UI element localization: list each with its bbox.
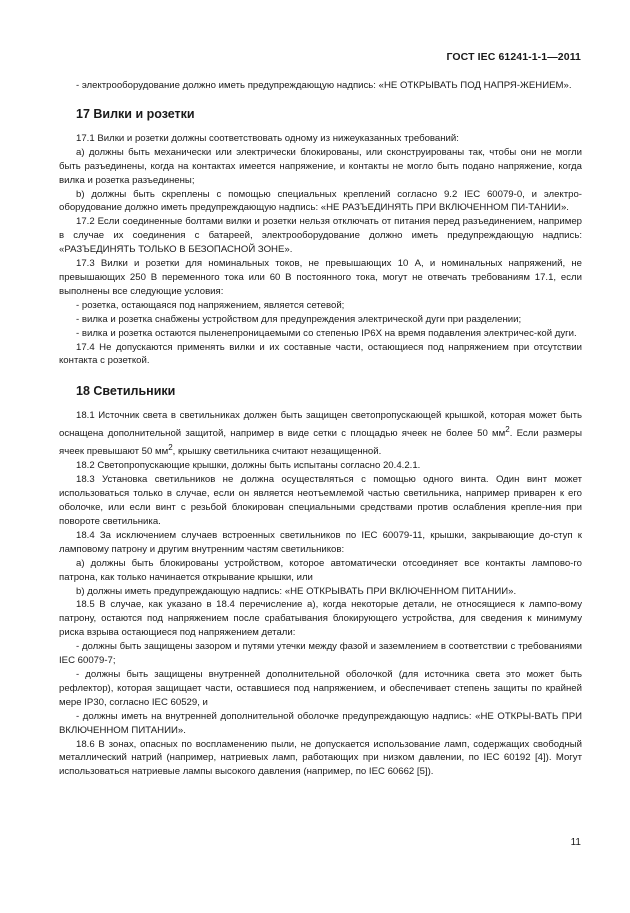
paragraph-18-1-part-b: . Если размеры ячеек превышают 50 мм <box>59 428 583 458</box>
list-item-18-5-2: - должны быть защищены внутренней дополнительной оболочкой (для источника света это может быть рефлектор), которая защищает части, оставшиеся под напряжением, и обеспечивает степень защиты по крайней мере IP30, согласно IEC 60529, и <box>59 669 582 708</box>
paragraph-18-1-part-c: , крышку светильника считают незащищенной. <box>172 446 382 458</box>
paragraph-18-1 <box>59 409 582 459</box>
document-body <box>59 79 582 779</box>
list-item-18-5-1: - должны быть защищены зазором и путями утечки между фазой и заземлением в соответствии с требованиями IEC 60079-7; <box>59 641 582 667</box>
list-item-17-3-2: - вилка и розетка снабжены устройством для предупреждения электрической дуги при разделении; <box>76 313 522 325</box>
paragraph-17-3: 17.3 Вилки и розетки для номинальных токов, не превышающих 10 А, и номинальных напряжений, не превышающих 250 В переменного тока или 60 В постоянного тока, могут не отвечать требованиям 17.1, если выполнены все следующие условия: <box>59 258 582 297</box>
intro-paragraph: - электрооборудование должно иметь предупреждающую надпись: «НЕ ОТКРЫВАТЬ ПОД НАПРЯ-ЖЕНИЕМ». <box>76 80 572 91</box>
section-18-title: 18 Светильники <box>76 384 176 399</box>
paragraph-18-4-a: а) должны быть блокированы устройством, которое автоматически отсоединяет все контакты лампово-го патрона, как только начинается открывание крышки, или <box>59 557 582 583</box>
paragraph-17-1-b: b) должны быть скреплены с помощью специальных креплений согласно 9.2 IEC 60079-0, и электро-оборудование должно иметь предупреждающую надпись: «НЕ РАЗЪЕДИНЯТЬ ПРИ ВКЛЮЧЕННОМ ПИ-ТАНИИ». <box>59 188 582 214</box>
paragraph-18-4-b: b) должны иметь предупреждающую надпись: «НЕ ОТКРЫВАТЬ ПРИ ВКЛЮЧЕННОМ ПИТАНИИ». <box>76 585 517 597</box>
paragraph-17-1-a: а) должны быть механически или электрически блокированы, или сконструированы так, чтобы они не могли быть разъединены, когда на контактах имеется напряжение, и контакты не могло быть подано напряжение, когда вилка и розетка разъединены; <box>59 146 582 186</box>
paragraph-17-2: 17.2 Если соединенные болтами вилки и розетки нельзя отключать от питания перед разъединением, например в случае их соединения с батареей, электрооборудование должно иметь предупреждающую надпись: «РАЗЪЕДИНЯТЬ ТОЛЬКО В БЕЗОПАСНОЙ ЗОНЕ». <box>59 216 582 256</box>
paragraph-18-6: 18.6 В зонах, опасных по воспламенению пыли, не допускается использование ламп, содержащих свободный металлический натрий (например, натриевых ламп, работающих при низком давлении, по IEC 60192 [4]). Могут использоваться натриевые лампы высокого давления (например, по IEC 60662 [5]). <box>59 738 582 778</box>
superscript-2: 2 <box>168 443 173 453</box>
paragraph-18-5: 18.5 В случае, как указано в 18.4 перечисление а), когда некоторые детали, не относящиеся к лампо-вому патрону, остаются под напряжением после срабатывания блокирующего устройства, для сведения к минимуму риска взрыва остающиеся под напряжением детали: <box>59 599 582 639</box>
paragraph-18-3: 18.3 Установка светильников не должна осуществляться с помощью одного винта. Один винт может использоваться только в случае, если он является неотъемлемой частью светильника, например приварен к его оболочке, или если винт с резьбой блокирован специальными средствами против ослабления крепле-ния при повороте светильника. <box>59 474 582 528</box>
section-17-title: 17 Вилки и розетки <box>76 106 195 121</box>
list-item-17-3-1: - розетка, остающаяся под напряжением, является сетевой; <box>76 299 345 311</box>
paragraph-18-2: 18.2 Светопропускающие крышки, должны быть испытаны согласно 20.4.2.1. <box>76 460 421 472</box>
list-item-17-3-3: - вилка и розетка остаются пыленепроницаемыми со степенью IP6X на время подавления электричес-кой дуги. <box>76 327 577 339</box>
standard-header: ГОСТ IEC 61241-1-1—2011 <box>446 51 581 63</box>
paragraph-18-1-part-a: 18.1 Источник света в светильниках должен быть защищен светопропускающей крышкой, которая может быть оснащена дополнительной защитой, например в виде сетки с площадью ячеек не более 50 мм <box>59 410 582 440</box>
paragraph-18-4: 18.4 За исключением случаев встроенных светильников по IEC 60079-11, крышки, закрывающие до-ступ к ламповому патрону и другим внутренним частям светильников: <box>59 529 582 555</box>
list-item-18-5-3: - должны иметь на внутренней дополнительной оболочке предупреждающую надпись: «НЕ ОТКРЫ-ВАТЬ ПРИ ВКЛЮЧЕННОМ ПИТАНИИ». <box>59 710 582 736</box>
paragraph-17-1: 17.1 Вилки и розетки должны соответствовать одному из нижеуказанных требований: <box>76 132 459 144</box>
superscript-2: 2 <box>505 425 510 435</box>
page-number: 11 <box>570 837 581 848</box>
paragraph-17-4: 17.4 Не допускаются применять вилки и их составные части, остающиеся под напряжением при отсутствии контакта с розеткой. <box>59 341 582 367</box>
